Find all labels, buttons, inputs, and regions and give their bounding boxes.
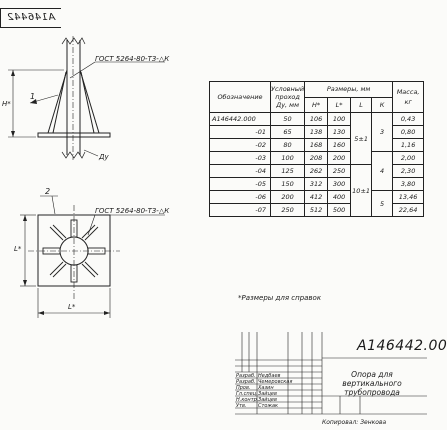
k-group-1: 3 [372, 113, 393, 152]
l-group-2: 10±1 [351, 165, 372, 217]
signature-row: Пров. Хазин [236, 385, 274, 391]
table-row: -07 250 512 500 22,64 [210, 204, 424, 217]
weld-note-bottom: ГОСТ 5264-80-Т3-△К [95, 207, 170, 215]
signature-row: Н.контр. Зайцев [236, 397, 277, 403]
k-group-3: 5 [372, 191, 393, 217]
label-dy: Ду [99, 153, 109, 161]
header-designation: Обозначение [210, 82, 271, 113]
copied-by: Копировал: Зенкова [322, 419, 387, 426]
header-h: Н* [305, 97, 328, 113]
table-row: -04 125 262 250 10±1 2,30 [210, 165, 424, 178]
table-row: А146442.000 50 106 100 5±1 3 0,43 [210, 113, 424, 126]
callout-2: 2 [45, 187, 51, 196]
label-l-horizontal: L* [68, 303, 76, 311]
pipe-break-top [62, 38, 85, 44]
rib-left-inner [53, 72, 66, 133]
header-mass: Масса, кг [393, 82, 424, 113]
header-nominal-bore: Условный проход Ду, мм [271, 82, 305, 113]
label-l-vertical: L* [14, 245, 22, 253]
signature-row: Утв. Стожак [236, 403, 279, 409]
title-block-title: Опора для вертикального трубопровода [342, 370, 402, 397]
signature-row: Разраб. Недбаев [236, 373, 281, 379]
table-row: -01 65 138 130 0,80 [210, 126, 424, 139]
base-plate [38, 133, 110, 137]
header-dimensions: Размеры, мм [305, 82, 393, 98]
rib-right-inner [81, 72, 94, 133]
table-row: -06 200 412 400 5 13,46 [210, 191, 424, 204]
table-row: -02 80 168 160 1,16 [210, 139, 424, 152]
signature-row: Гл.спец. Зайцев [236, 391, 277, 397]
k-group-2: 4 [372, 152, 393, 191]
weld-triangle-icon: △ [158, 55, 165, 63]
l-group-1: 5±1 [351, 113, 372, 165]
label-h: Н* [2, 100, 11, 108]
table-row: -05 150 312 300 3,80 [210, 178, 424, 191]
header-l: L [351, 97, 372, 113]
callout-1: 1 [30, 92, 36, 101]
signature-row: Разраб. Чемеровская [236, 379, 293, 385]
table-row: -03 100 208 200 4 2,00 [210, 152, 424, 165]
archive-stamp: A146442 [0, 8, 61, 28]
spec-table [209, 81, 424, 217]
header-l-star: L* [328, 97, 351, 113]
title-block-designation: А146442.00 [357, 338, 447, 354]
weld-note-top: ГОСТ 5264-80-Т3-△К [95, 55, 170, 63]
weld-triangle-icon: △ [158, 207, 165, 215]
pipe-break-bottom [62, 152, 85, 158]
header-k: К [372, 97, 393, 113]
footnote: *Размеры для справок [238, 294, 322, 302]
